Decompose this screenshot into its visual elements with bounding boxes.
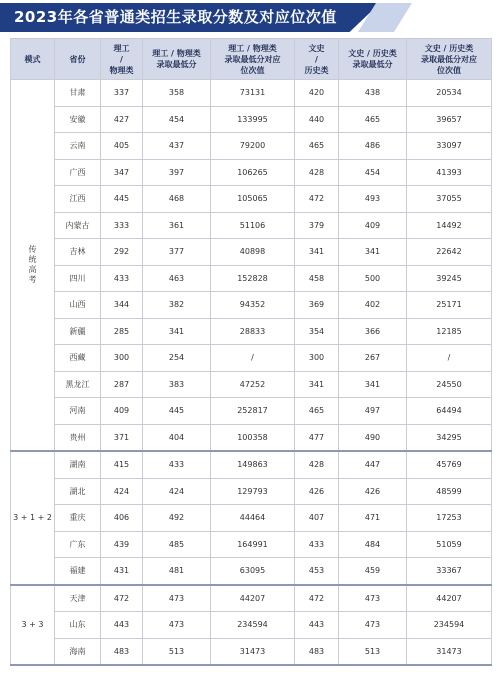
value-cell: 347 xyxy=(101,159,143,186)
value-cell: 383 xyxy=(143,371,211,398)
value-cell: 397 xyxy=(143,159,211,186)
value-cell: 433 xyxy=(143,451,211,478)
value-cell: 41393 xyxy=(407,159,492,186)
column-header-line: / xyxy=(120,54,123,64)
value-cell: 471 xyxy=(339,505,407,532)
table-row xyxy=(11,558,492,585)
value-cell: 51106 xyxy=(211,212,295,239)
value-cell: 64494 xyxy=(407,398,492,425)
value-cell: 39245 xyxy=(407,265,492,292)
value-cell: 63095 xyxy=(211,558,295,585)
value-cell: 402 xyxy=(339,292,407,319)
value-cell: 40898 xyxy=(211,239,295,266)
column-header xyxy=(211,39,295,80)
table-row xyxy=(11,478,492,505)
column-header-line: 理工 / 物理类 xyxy=(228,43,277,53)
value-cell: 443 xyxy=(101,612,143,639)
province-cell: 新疆 xyxy=(55,318,101,345)
province-cell: 吉林 xyxy=(55,239,101,266)
province-cell: 山西 xyxy=(55,292,101,319)
value-cell: 300 xyxy=(295,345,339,372)
value-cell: 454 xyxy=(339,159,407,186)
value-cell: 152828 xyxy=(211,265,295,292)
value-cell: 254 xyxy=(143,345,211,372)
value-cell: 453 xyxy=(295,558,339,585)
value-cell: / xyxy=(211,345,295,372)
value-cell: 472 xyxy=(295,585,339,612)
value-cell: 22642 xyxy=(407,239,492,266)
province-cell: 贵州 xyxy=(55,424,101,451)
table-body xyxy=(11,80,492,666)
value-cell: 465 xyxy=(295,398,339,425)
column-header xyxy=(407,39,492,80)
table-row xyxy=(11,612,492,639)
value-cell: 424 xyxy=(101,478,143,505)
value-cell: 459 xyxy=(339,558,407,585)
value-cell: 484 xyxy=(339,531,407,558)
value-cell: 337 xyxy=(101,80,143,107)
value-cell: 341 xyxy=(295,371,339,398)
mode-label: 传统高考 xyxy=(28,245,37,284)
value-cell: 341 xyxy=(295,239,339,266)
value-cell: 468 xyxy=(143,186,211,213)
value-cell: 424 xyxy=(143,478,211,505)
value-cell: 366 xyxy=(339,318,407,345)
column-header-line: 文史 xyxy=(308,43,325,53)
table-row xyxy=(11,106,492,133)
value-cell: 440 xyxy=(295,106,339,133)
column-header-line: 理工 xyxy=(113,43,130,53)
value-cell: 409 xyxy=(339,212,407,239)
score-table xyxy=(10,38,492,666)
province-cell: 安徽 xyxy=(55,106,101,133)
value-cell: 438 xyxy=(339,80,407,107)
column-header-line: 省份 xyxy=(69,54,86,64)
value-cell: 405 xyxy=(101,133,143,160)
value-cell: 443 xyxy=(295,612,339,639)
value-cell: 420 xyxy=(295,80,339,107)
mode-label: 3 + 3 xyxy=(21,620,44,630)
column-header xyxy=(295,39,339,80)
value-cell: 472 xyxy=(101,585,143,612)
column-header-line: 录取最低分 xyxy=(352,60,393,69)
mode-cell xyxy=(11,585,55,666)
value-cell: 427 xyxy=(101,106,143,133)
value-cell: 485 xyxy=(143,531,211,558)
column-header-line: 位次值 xyxy=(437,65,461,75)
value-cell: 39657 xyxy=(407,106,492,133)
table-row xyxy=(11,424,492,451)
value-cell: 31473 xyxy=(407,638,492,665)
value-cell: 428 xyxy=(295,451,339,478)
column-header-line: 文史 / 历史类 xyxy=(424,43,474,53)
column-header-line: 录取最低分 xyxy=(156,60,197,69)
province-cell: 云南 xyxy=(55,133,101,160)
value-cell: 300 xyxy=(101,345,143,372)
value-cell: 415 xyxy=(101,451,143,478)
value-cell: 426 xyxy=(339,478,407,505)
value-cell: 267 xyxy=(339,345,407,372)
table-row xyxy=(11,371,492,398)
value-cell: 404 xyxy=(143,424,211,451)
value-cell: 37055 xyxy=(407,186,492,213)
value-cell: 44464 xyxy=(211,505,295,532)
value-cell: 407 xyxy=(295,505,339,532)
value-cell: 20534 xyxy=(407,80,492,107)
mode-cell xyxy=(11,451,55,585)
value-cell: 344 xyxy=(101,292,143,319)
province-cell: 湖北 xyxy=(55,478,101,505)
value-cell: 454 xyxy=(143,106,211,133)
value-cell: 79200 xyxy=(211,133,295,160)
title-banner xyxy=(0,0,497,34)
table-row xyxy=(11,638,492,665)
value-cell: 234594 xyxy=(407,612,492,639)
value-cell: 358 xyxy=(143,80,211,107)
table-row xyxy=(11,398,492,425)
page-title: 2023年各省普通类招生录取分数及对应位次值 xyxy=(14,8,337,26)
table-row xyxy=(11,505,492,532)
value-cell: 31473 xyxy=(211,638,295,665)
value-cell: 44207 xyxy=(211,585,295,612)
value-cell: 431 xyxy=(101,558,143,585)
header-row xyxy=(11,39,492,80)
province-cell: 天津 xyxy=(55,585,101,612)
province-cell: 广东 xyxy=(55,531,101,558)
value-cell: 133995 xyxy=(211,106,295,133)
province-cell: 内蒙古 xyxy=(55,212,101,239)
mode-cell xyxy=(11,80,55,452)
value-cell: 445 xyxy=(143,398,211,425)
value-cell: 472 xyxy=(295,186,339,213)
value-cell: 94352 xyxy=(211,292,295,319)
table-row xyxy=(11,318,492,345)
value-cell: 234594 xyxy=(211,612,295,639)
table-row xyxy=(11,265,492,292)
value-cell: 447 xyxy=(339,451,407,478)
table-row xyxy=(11,451,492,478)
value-cell: 428 xyxy=(295,159,339,186)
value-cell: 445 xyxy=(101,186,143,213)
value-cell: 51059 xyxy=(407,531,492,558)
value-cell: 361 xyxy=(143,212,211,239)
column-header xyxy=(101,39,143,80)
province-cell: 甘肃 xyxy=(55,80,101,107)
table-row xyxy=(11,531,492,558)
column-header xyxy=(339,39,407,80)
value-cell: 473 xyxy=(339,585,407,612)
table-row xyxy=(11,159,492,186)
table-row xyxy=(11,239,492,266)
value-cell: 17253 xyxy=(407,505,492,532)
province-cell: 山东 xyxy=(55,612,101,639)
value-cell: 149863 xyxy=(211,451,295,478)
value-cell: 341 xyxy=(143,318,211,345)
table-row xyxy=(11,80,492,107)
value-cell: 377 xyxy=(143,239,211,266)
value-cell: 292 xyxy=(101,239,143,266)
mode-label: 3 + 1 + 2 xyxy=(13,513,52,523)
value-cell: 500 xyxy=(339,265,407,292)
value-cell: 477 xyxy=(295,424,339,451)
value-cell: 406 xyxy=(101,505,143,532)
value-cell: 463 xyxy=(143,265,211,292)
value-cell: 465 xyxy=(295,133,339,160)
province-cell: 江西 xyxy=(55,186,101,213)
value-cell: 287 xyxy=(101,371,143,398)
value-cell: / xyxy=(407,345,492,372)
value-cell: 333 xyxy=(101,212,143,239)
value-cell: 473 xyxy=(143,612,211,639)
value-cell: 24550 xyxy=(407,371,492,398)
value-cell: 341 xyxy=(339,371,407,398)
value-cell: 492 xyxy=(143,505,211,532)
table-row xyxy=(11,133,492,160)
value-cell: 382 xyxy=(143,292,211,319)
value-cell: 34295 xyxy=(407,424,492,451)
table-row xyxy=(11,292,492,319)
column-header-line: 录取最低分对应 xyxy=(421,54,477,64)
value-cell: 369 xyxy=(295,292,339,319)
value-cell: 490 xyxy=(339,424,407,451)
column-header-line: 物理类 xyxy=(109,65,134,75)
column-header xyxy=(55,39,101,80)
table-row xyxy=(11,585,492,612)
value-cell: 493 xyxy=(339,186,407,213)
value-cell: 437 xyxy=(143,133,211,160)
value-cell: 106265 xyxy=(211,159,295,186)
value-cell: 481 xyxy=(143,558,211,585)
province-cell: 西藏 xyxy=(55,345,101,372)
value-cell: 341 xyxy=(339,239,407,266)
province-cell: 四川 xyxy=(55,265,101,292)
value-cell: 105065 xyxy=(211,186,295,213)
value-cell: 497 xyxy=(339,398,407,425)
province-cell: 重庆 xyxy=(55,505,101,532)
value-cell: 458 xyxy=(295,265,339,292)
value-cell: 164991 xyxy=(211,531,295,558)
province-cell: 广西 xyxy=(55,159,101,186)
value-cell: 371 xyxy=(101,424,143,451)
column-header-line: 理工 / 物理类 xyxy=(152,49,201,58)
column-header-line: / xyxy=(315,54,318,64)
value-cell: 483 xyxy=(101,638,143,665)
value-cell: 73131 xyxy=(211,80,295,107)
value-cell: 379 xyxy=(295,212,339,239)
value-cell: 513 xyxy=(143,638,211,665)
value-cell: 44207 xyxy=(407,585,492,612)
value-cell: 33097 xyxy=(407,133,492,160)
value-cell: 409 xyxy=(101,398,143,425)
column-header-line: 历史类 xyxy=(304,65,329,75)
table-row xyxy=(11,345,492,372)
value-cell: 252817 xyxy=(211,398,295,425)
value-cell: 285 xyxy=(101,318,143,345)
value-cell: 28833 xyxy=(211,318,295,345)
value-cell: 486 xyxy=(339,133,407,160)
value-cell: 433 xyxy=(101,265,143,292)
value-cell: 100358 xyxy=(211,424,295,451)
value-cell: 33367 xyxy=(407,558,492,585)
table-row xyxy=(11,212,492,239)
value-cell: 426 xyxy=(295,478,339,505)
province-cell: 黑龙江 xyxy=(55,371,101,398)
value-cell: 513 xyxy=(339,638,407,665)
value-cell: 483 xyxy=(295,638,339,665)
value-cell: 354 xyxy=(295,318,339,345)
column-header-line: 位次值 xyxy=(240,65,265,75)
column-header-line: 模式 xyxy=(24,54,41,64)
value-cell: 129793 xyxy=(211,478,295,505)
column-header-line: 录取最低分对应 xyxy=(224,54,281,64)
province-cell: 海南 xyxy=(55,638,101,665)
value-cell: 14492 xyxy=(407,212,492,239)
value-cell: 473 xyxy=(339,612,407,639)
column-header-line: 文史 / 历史类 xyxy=(348,49,397,58)
province-cell: 河南 xyxy=(55,398,101,425)
province-cell: 福建 xyxy=(55,558,101,585)
value-cell: 473 xyxy=(143,585,211,612)
column-header xyxy=(11,39,55,80)
value-cell: 12185 xyxy=(407,318,492,345)
value-cell: 433 xyxy=(295,531,339,558)
province-cell: 湖南 xyxy=(55,451,101,478)
column-header xyxy=(143,39,211,80)
table-row xyxy=(11,186,492,213)
value-cell: 45769 xyxy=(407,451,492,478)
value-cell: 25171 xyxy=(407,292,492,319)
value-cell: 465 xyxy=(339,106,407,133)
value-cell: 48599 xyxy=(407,478,492,505)
value-cell: 439 xyxy=(101,531,143,558)
value-cell: 47252 xyxy=(211,371,295,398)
